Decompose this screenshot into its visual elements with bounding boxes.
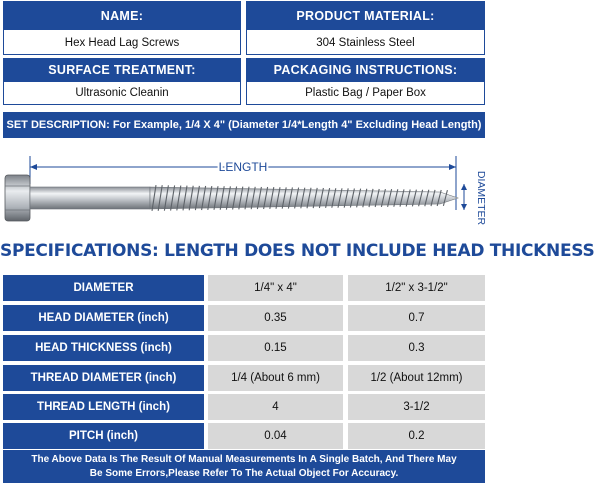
note-line-1: The Above Data Is The Result Of Manual Measurements In A Single Batch, And There May — [31, 454, 457, 465]
value-size-2: 1/2" x 3-1/2" — [348, 275, 485, 301]
material-box — [246, 1, 485, 55]
set-description: SET DESCRIPTION: For Example, 1/4 X 4" (Diameter 1/4*Length 4" Excluding Head Length) — [3, 112, 485, 138]
table-row — [3, 335, 485, 361]
value-size-2: 1/2 (About 12mm) — [348, 365, 485, 391]
specifications-title: SPECIFICATIONS: LENGTH DOES NOT INCLUDE HEAD THICKNESS — [0, 241, 594, 261]
packaging-header: PACKAGING INSTRUCTIONS: — [247, 59, 484, 82]
length-label: LENGTH — [218, 160, 268, 174]
value-size-1: 0.35 — [208, 305, 343, 331]
screw-shank — [30, 187, 150, 209]
diameter-label: DIAMETER — [475, 170, 487, 226]
accuracy-note — [3, 450, 485, 483]
row-label: HEAD DIAMETER (inch) — [3, 305, 204, 331]
lag-screw-diagram — [0, 140, 488, 232]
table-row — [3, 275, 485, 301]
table-row — [3, 394, 485, 420]
value-size-2: 0.2 — [348, 423, 485, 449]
row-label: THREAD DIAMETER (inch) — [3, 365, 204, 391]
value-size-2: 3-1/2 — [348, 394, 485, 420]
value-size-1: 0.15 — [208, 335, 343, 361]
packaging-value: Plastic Bag / Paper Box — [305, 87, 426, 99]
packaging-box — [246, 58, 485, 105]
value-size-1: 0.04 — [208, 423, 343, 449]
diameter-dimension — [461, 184, 467, 210]
row-label: HEAD THICKNESS (inch) — [3, 335, 204, 361]
material-header: PRODUCT MATERIAL: — [247, 2, 484, 30]
name-box — [3, 1, 241, 55]
surface-box — [3, 58, 241, 105]
surface-header: SURFACE TREATMENT: — [4, 59, 240, 82]
row-label: PITCH (inch) — [3, 423, 204, 449]
screw-thread — [150, 185, 458, 211]
material-value: 304 Stainless Steel — [316, 37, 415, 49]
name-header: NAME: — [4, 2, 240, 30]
value-size-1: 1/4 (About 6 mm) — [208, 365, 343, 391]
screw-head — [5, 175, 30, 221]
table-row — [3, 423, 485, 449]
note-line-2: Be Some Errors,Please Refer To The Actual Object For Accuracy. — [89, 468, 399, 479]
table-row — [3, 365, 485, 391]
name-value: Hex Head Lag Screws — [64, 37, 180, 49]
value-size-1: 1/4" x 4" — [208, 275, 343, 301]
surface-value: Ultrasonic Cleanin — [75, 87, 169, 99]
table-row — [3, 305, 485, 331]
value-size-2: 0.7 — [348, 305, 485, 331]
row-label: DIAMETER — [3, 275, 204, 301]
value-size-1: 4 — [208, 394, 343, 420]
row-label: THREAD LENGTH (inch) — [3, 394, 204, 420]
value-size-2: 0.3 — [348, 335, 485, 361]
